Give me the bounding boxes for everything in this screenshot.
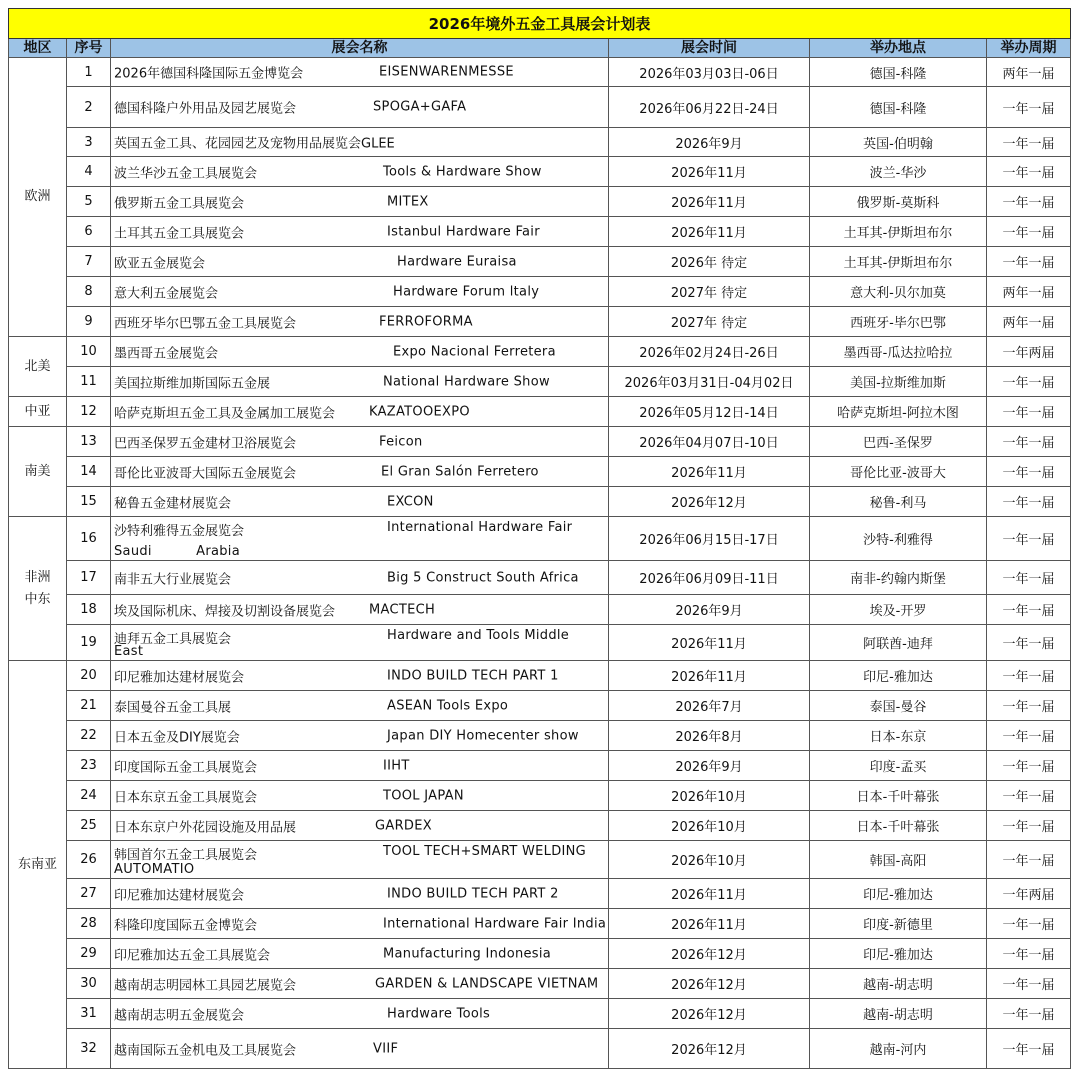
exhibition-name-en: EISENWARENMESSE (379, 64, 514, 80)
row-number: 28 (67, 909, 111, 939)
table-row (9, 58, 1071, 87)
exhibition-name-en-line2: Saudi Arabia (114, 544, 240, 559)
exhibition-place: 韩国-高阳 (810, 841, 987, 879)
exhibition-cycle: 一年一届 (987, 247, 1071, 277)
row-number: 13 (67, 427, 111, 457)
table-row (9, 337, 1071, 367)
exhibition-name (111, 187, 609, 217)
row-number: 16 (67, 517, 111, 561)
table-row (9, 909, 1071, 939)
exhibition-cycle: 一年一届 (987, 939, 1071, 969)
exhibition-name-en: Istanbul Hardware Fair (387, 224, 540, 239)
exhibition-cycle: 一年一届 (987, 367, 1071, 397)
exhibition-name (111, 87, 609, 128)
exhibition-name-cn: 美国拉斯维加斯国际五金展 (114, 376, 271, 391)
exhibition-cycle: 一年一届 (987, 595, 1071, 625)
exhibition-name-en: FERROFORMA (379, 314, 473, 329)
exhibition-cycle: 一年一届 (987, 661, 1071, 691)
region-cell (9, 337, 67, 397)
exhibition-name-cn: 波兰华沙五金工具展览会 (114, 166, 258, 181)
exhibition-name-cn: 沙特利雅得五金展览会 (114, 524, 245, 539)
row-number: 12 (67, 397, 111, 427)
row-number: 32 (67, 1029, 111, 1069)
row-number: 6 (67, 217, 111, 247)
exhibition-date: 2026年11月 (609, 187, 810, 217)
exhibition-name-cn: 科隆印度国际五金博览会 (114, 918, 258, 933)
exhibition-name-en-line2: AUTOMATIO (114, 862, 195, 877)
exhibition-name-cn: 日本东京五金工具展览会 (114, 790, 258, 805)
row-number: 21 (67, 691, 111, 721)
table-row (9, 561, 1071, 595)
exhibition-name-en: MITEX (387, 194, 429, 209)
table-row (9, 969, 1071, 999)
exhibition-name-cn: 南非五大行业展览会 (114, 572, 232, 587)
row-number: 11 (67, 367, 111, 397)
row-number: 9 (67, 307, 111, 337)
exhibition-date: 2027年 待定 (609, 277, 810, 307)
col-header-place: 举办地点 (810, 39, 987, 58)
table-body (9, 58, 1071, 1069)
exhibition-name-en: Feicon (379, 434, 423, 449)
exhibition-place: 越南-胡志明 (810, 969, 987, 999)
exhibition-cycle: 一年一届 (987, 841, 1071, 879)
exhibition-name-en: TOOL JAPAN (383, 788, 464, 803)
exhibition-name-en: National Hardware Show (383, 374, 550, 389)
exhibition-date: 2026年12月 (609, 1029, 810, 1069)
exhibition-name-cn: 英国五金工具、花园园艺及宠物用品展览会GLEE (114, 136, 395, 152)
exhibition-name-en: TOOL TECH+SMART WELDING (383, 844, 587, 859)
exhibition-name-en: Hardware Tools (387, 1006, 491, 1021)
row-number: 1 (67, 58, 111, 87)
exhibition-name (111, 721, 609, 751)
table-row (9, 367, 1071, 397)
region-cell (9, 517, 67, 661)
exhibition-place: 秘鲁-利马 (810, 487, 987, 517)
table-row (9, 307, 1071, 337)
exhibition-cycle: 一年一届 (987, 157, 1071, 187)
exhibition-date: 2026年11月 (609, 217, 810, 247)
exhibition-name (111, 661, 609, 691)
exhibition-cycle: 一年一届 (987, 751, 1071, 781)
exhibition-place: 德国-科隆 (810, 87, 987, 128)
table-row (9, 661, 1071, 691)
exhibition-name-en: EXCON (387, 494, 434, 509)
exhibition-cycle: 一年一届 (987, 999, 1071, 1029)
exhibition-cycle: 一年一届 (987, 721, 1071, 751)
exhibition-date: 2026年9月 (609, 128, 810, 157)
exhibition-cycle: 一年一届 (987, 781, 1071, 811)
exhibition-name-en: Expo Nacional Ferretera (393, 344, 556, 359)
exhibition-name-cn: 西班牙毕尔巴鄂五金工具展览会 (114, 316, 297, 331)
exhibition-date: 2026年10月 (609, 811, 810, 841)
row-number: 4 (67, 157, 111, 187)
col-header-region: 地区 (9, 39, 67, 58)
exhibition-name-cn: 日本五金及DIY展览会 (114, 730, 240, 745)
exhibition-name (111, 517, 609, 561)
table-title: 2026年境外五金工具展会计划表 (9, 9, 1071, 39)
exhibition-name (111, 751, 609, 781)
exhibition-cycle: 一年一届 (987, 187, 1071, 217)
exhibition-name-en: Tools & Hardware Show (383, 164, 542, 179)
table-row (9, 87, 1071, 128)
row-number: 2 (67, 87, 111, 128)
exhibition-name-cn: 印尼雅加达五金工具展览会 (114, 948, 271, 963)
region-label: 非洲中东 (24, 569, 51, 607)
exhibition-place: 意大利-贝尔加莫 (810, 277, 987, 307)
row-number: 27 (67, 879, 111, 909)
exhibition-date: 2026年02月24日-26日 (609, 337, 810, 367)
exhibition-name (111, 999, 609, 1029)
exhibition-name-cn: 德国科隆户外用品及园艺展览会 (114, 101, 297, 117)
exhibition-name-en: KAZATOOEXPO (369, 404, 470, 419)
exhibition-name (111, 909, 609, 939)
table-row (9, 277, 1071, 307)
row-number: 17 (67, 561, 111, 595)
exhibition-name-en-line2: East (114, 644, 144, 659)
region-cell (9, 427, 67, 517)
exhibition-name-en: International Hardware Fair India (383, 916, 607, 931)
exhibition-cycle: 一年一届 (987, 811, 1071, 841)
exhibition-name-en: GARDEN & LANDSCAPE VIETNAM (375, 976, 599, 991)
row-number: 8 (67, 277, 111, 307)
row-number: 20 (67, 661, 111, 691)
exhibition-cycle: 一年一届 (987, 969, 1071, 999)
exhibition-name (111, 457, 609, 487)
exhibition-cycle: 一年两届 (987, 337, 1071, 367)
col-header-no: 序号 (67, 39, 111, 58)
exhibition-place: 越南-胡志明 (810, 999, 987, 1029)
row-number: 26 (67, 841, 111, 879)
exhibition-name-cn: 埃及国际机床、焊接及切割设备展览会 (114, 604, 336, 619)
table-row (9, 999, 1071, 1029)
exhibition-name (111, 811, 609, 841)
exhibition-date: 2026年7月 (609, 691, 810, 721)
exhibition-name-cn: 印尼雅加达建材展览会 (114, 670, 245, 685)
exhibition-date: 2026年11月 (609, 457, 810, 487)
exhibition-name-cn: 越南胡志明五金展览会 (114, 1008, 245, 1023)
exhibition-place: 哥伦比亚-波哥大 (810, 457, 987, 487)
exhibition-cycle: 一年一届 (987, 1029, 1071, 1069)
exhibition-name-en: INDO BUILD TECH PART 1 (387, 668, 559, 683)
table-row (9, 397, 1071, 427)
row-number: 15 (67, 487, 111, 517)
exhibition-name (111, 595, 609, 625)
exhibition-place: 美国-拉斯维加斯 (810, 367, 987, 397)
exhibition-cycle: 一年一届 (987, 217, 1071, 247)
exhibition-name-en: ASEAN Tools Expo (387, 698, 509, 713)
exhibition-name (111, 427, 609, 457)
exhibition-name (111, 58, 609, 87)
region-label: 东南亚 (17, 856, 57, 872)
exhibition-date: 2026年11月 (609, 909, 810, 939)
exhibition-cycle: 一年一届 (987, 87, 1071, 128)
exhibition-place: 印度-新德里 (810, 909, 987, 939)
exhibition-date: 2026年11月 (609, 879, 810, 909)
exhibition-cycle: 两年一届 (987, 277, 1071, 307)
exhibition-place: 德国-科隆 (810, 58, 987, 87)
region-label: 北美 (24, 358, 51, 374)
exhibition-date: 2026年11月 (609, 661, 810, 691)
col-header-name: 展会名称 (111, 39, 609, 58)
exhibition-name-en: Hardware Euraisa (397, 254, 517, 269)
exhibition-name (111, 157, 609, 187)
row-number: 25 (67, 811, 111, 841)
exhibition-name (111, 397, 609, 427)
exhibition-name (111, 879, 609, 909)
table-row (9, 1029, 1071, 1069)
exhibition-name-cn: 巴西圣保罗五金建材卫浴展览会 (114, 436, 297, 451)
region-label: 欧洲 (24, 189, 51, 204)
row-number: 30 (67, 969, 111, 999)
exhibition-name (111, 625, 609, 661)
exhibition-place: 西班牙-毕尔巴鄂 (810, 307, 987, 337)
exhibition-name-en: Hardware Forum ltaly (393, 284, 540, 299)
row-number: 10 (67, 337, 111, 367)
exhibition-place: 日本-东京 (810, 721, 987, 751)
region-label: 中亚 (24, 403, 51, 419)
exhibition-place: 印尼-雅加达 (810, 939, 987, 969)
region-label: 南美 (24, 463, 51, 479)
exhibition-place: 埃及-开罗 (810, 595, 987, 625)
row-number: 22 (67, 721, 111, 751)
exhibition-name-cn: 日本东京户外花园设施及用品展 (114, 820, 297, 835)
table-row (9, 691, 1071, 721)
exhibition-date: 2026年9月 (609, 751, 810, 781)
exhibition-place: 巴西-圣保罗 (810, 427, 987, 457)
exhibition-name-cn: 印度国际五金工具展览会 (114, 760, 258, 775)
exhibition-cycle: 一年一届 (987, 691, 1071, 721)
exhibition-cycle: 一年一届 (987, 909, 1071, 939)
exhibition-place: 印尼-雅加达 (810, 661, 987, 691)
table-row (9, 157, 1071, 187)
exhibition-name-en: El Gran Salón Ferretero (381, 464, 539, 479)
exhibition-name-en: Big 5 Construct South Africa (387, 570, 579, 585)
exhibition-place: 日本-千叶幕张 (810, 811, 987, 841)
exhibition-cycle: 一年一届 (987, 625, 1071, 661)
row-number: 31 (67, 999, 111, 1029)
row-number: 3 (67, 128, 111, 157)
table-row (9, 625, 1071, 661)
exhibition-place: 俄罗斯-莫斯科 (810, 187, 987, 217)
table-row (9, 595, 1071, 625)
table-row (9, 427, 1071, 457)
exhibition-name (111, 1029, 609, 1069)
exhibition-name (111, 841, 609, 879)
exhibition-cycle: 一年一届 (987, 128, 1071, 157)
exhibition-name-cn: 越南胡志明园林工具园艺展览会 (114, 978, 297, 993)
exhibition-name-cn: 韩国首尔五金工具展览会 (114, 848, 258, 863)
exhibition-name (111, 337, 609, 367)
col-header-date: 展会时间 (609, 39, 810, 58)
exhibition-place: 墨西哥-瓜达拉哈拉 (810, 337, 987, 367)
exhibition-date: 2026年12月 (609, 487, 810, 517)
exhibition-date: 2026年 待定 (609, 247, 810, 277)
exhibition-name-cn: 迪拜五金工具展览会 (114, 632, 232, 647)
exhibition-place: 哈萨克斯坦-阿拉木图 (810, 397, 987, 427)
exhibition-name-en: SPOGA+GAFA (373, 99, 467, 115)
exhibition-name (111, 247, 609, 277)
exhibition-date: 2026年10月 (609, 841, 810, 879)
exhibition-name (111, 277, 609, 307)
exhibition-date: 2026年03月31日-04月02日 (609, 367, 810, 397)
exhibition-date: 2026年12月 (609, 999, 810, 1029)
exhibition-name-cn: 2026年德国科隆国际五金博览会 (114, 66, 304, 82)
region-cell (9, 397, 67, 427)
exhibition-date: 2026年10月 (609, 781, 810, 811)
table-row (9, 811, 1071, 841)
exhibition-place: 沙特-利雅得 (810, 517, 987, 561)
exhibition-name-en: GARDEX (375, 818, 432, 833)
exhibition-name (111, 217, 609, 247)
exhibition-place: 土耳其-伊斯坦布尔 (810, 217, 987, 247)
exhibition-place: 阿联酋-迪拜 (810, 625, 987, 661)
exhibition-place: 南非-约翰内斯堡 (810, 561, 987, 595)
exhibition-date: 2026年12月 (609, 969, 810, 999)
table-row (9, 751, 1071, 781)
exhibition-place: 越南-河内 (810, 1029, 987, 1069)
exhibition-name-en: VIIF (373, 1041, 399, 1056)
exhibition-name-en: Hardware and Tools Middle (387, 628, 570, 643)
exhibition-cycle: 一年一届 (987, 457, 1071, 487)
exhibition-name-en: INDO BUILD TECH PART 2 (387, 886, 559, 901)
exhibition-date: 2026年04月07日-10日 (609, 427, 810, 457)
table-row (9, 487, 1071, 517)
exhibition-name-cn: 越南国际五金机电及工具展览会 (114, 1043, 297, 1058)
exhibition-name-en: International Hardware Fair (387, 520, 573, 535)
exhibition-name-cn: 意大利五金展览会 (114, 286, 219, 301)
exhibition-name-cn: 俄罗斯五金工具展览会 (114, 196, 245, 211)
table-row (9, 939, 1071, 969)
exhibition-name (111, 561, 609, 595)
table-row (9, 457, 1071, 487)
exhibition-name (111, 939, 609, 969)
exhibition-place: 印度-孟买 (810, 751, 987, 781)
exhibition-name (111, 307, 609, 337)
exhibition-cycle: 一年两届 (987, 879, 1071, 909)
exhibition-name-cn: 哈萨克斯坦五金工具及金属加工展览会 (114, 406, 336, 421)
exhibition-place: 印尼-雅加达 (810, 879, 987, 909)
exhibition-date: 2026年06月22日-24日 (609, 87, 810, 128)
exhibition-name-en: IIHT (383, 758, 410, 773)
exhibition-date: 2026年06月09日-11日 (609, 561, 810, 595)
exhibition-name (111, 781, 609, 811)
exhibition-date: 2026年11月 (609, 625, 810, 661)
exhibition-name (111, 128, 609, 157)
exhibition-date: 2026年05月12日-14日 (609, 397, 810, 427)
exhibition-name-cn: 欧亚五金展览会 (114, 256, 206, 271)
exhibition-name-en: MACTECH (369, 602, 436, 617)
exhibition-name-en: Japan DIY Homecenter show (387, 728, 579, 743)
exhibition-cycle: 两年一届 (987, 58, 1071, 87)
exhibition-table (8, 8, 1071, 1069)
region-cell (9, 58, 67, 337)
exhibition-name (111, 969, 609, 999)
table-row (9, 217, 1071, 247)
exhibition-name (111, 691, 609, 721)
exhibition-place: 波兰-华沙 (810, 157, 987, 187)
exhibition-name-cn: 土耳其五金工具展览会 (114, 226, 245, 241)
exhibition-cycle: 一年一届 (987, 517, 1071, 561)
col-header-cycle: 举办周期 (987, 39, 1071, 58)
row-number: 14 (67, 457, 111, 487)
exhibition-date: 2027年 待定 (609, 307, 810, 337)
exhibition-name-cn: 泰国曼谷五金工具展 (114, 700, 232, 715)
exhibition-name-cn: 秘鲁五金建材展览会 (114, 496, 232, 511)
table-row (9, 781, 1071, 811)
exhibition-date: 2026年11月 (609, 157, 810, 187)
exhibition-cycle: 一年一届 (987, 397, 1071, 427)
exhibition-place: 日本-千叶幕张 (810, 781, 987, 811)
exhibition-cycle: 两年一届 (987, 307, 1071, 337)
exhibition-cycle: 一年一届 (987, 427, 1071, 457)
exhibition-date: 2026年8月 (609, 721, 810, 751)
exhibition-cycle: 一年一届 (987, 487, 1071, 517)
exhibition-place: 泰国-曼谷 (810, 691, 987, 721)
table-row (9, 247, 1071, 277)
exhibition-name (111, 367, 609, 397)
row-number: 24 (67, 781, 111, 811)
row-number: 18 (67, 595, 111, 625)
table-row (9, 128, 1071, 157)
exhibition-name-cn: 哥伦比亚波哥大国际五金展览会 (114, 466, 297, 481)
exhibition-name-cn: 墨西哥五金展览会 (114, 346, 219, 361)
row-number: 7 (67, 247, 111, 277)
table-row (9, 517, 1071, 561)
row-number: 23 (67, 751, 111, 781)
exhibition-place: 土耳其-伊斯坦布尔 (810, 247, 987, 277)
row-number: 29 (67, 939, 111, 969)
exhibition-cycle: 一年一届 (987, 561, 1071, 595)
exhibition-date: 2026年12月 (609, 939, 810, 969)
exhibition-date: 2026年06月15日-17日 (609, 517, 810, 561)
exhibition-name (111, 487, 609, 517)
region-cell (9, 661, 67, 1069)
exhibition-place: 英国-伯明翰 (810, 128, 987, 157)
exhibition-name-cn: 印尼雅加达建材展览会 (114, 888, 245, 903)
exhibition-date: 2026年03月03日-06日 (609, 58, 810, 87)
table-row (9, 721, 1071, 751)
row-number: 19 (67, 625, 111, 661)
row-number: 5 (67, 187, 111, 217)
table-row (9, 187, 1071, 217)
table-row (9, 879, 1071, 909)
table-row (9, 841, 1071, 879)
exhibition-name-en: Manufacturing Indonesia (383, 946, 552, 961)
exhibition-date: 2026年9月 (609, 595, 810, 625)
